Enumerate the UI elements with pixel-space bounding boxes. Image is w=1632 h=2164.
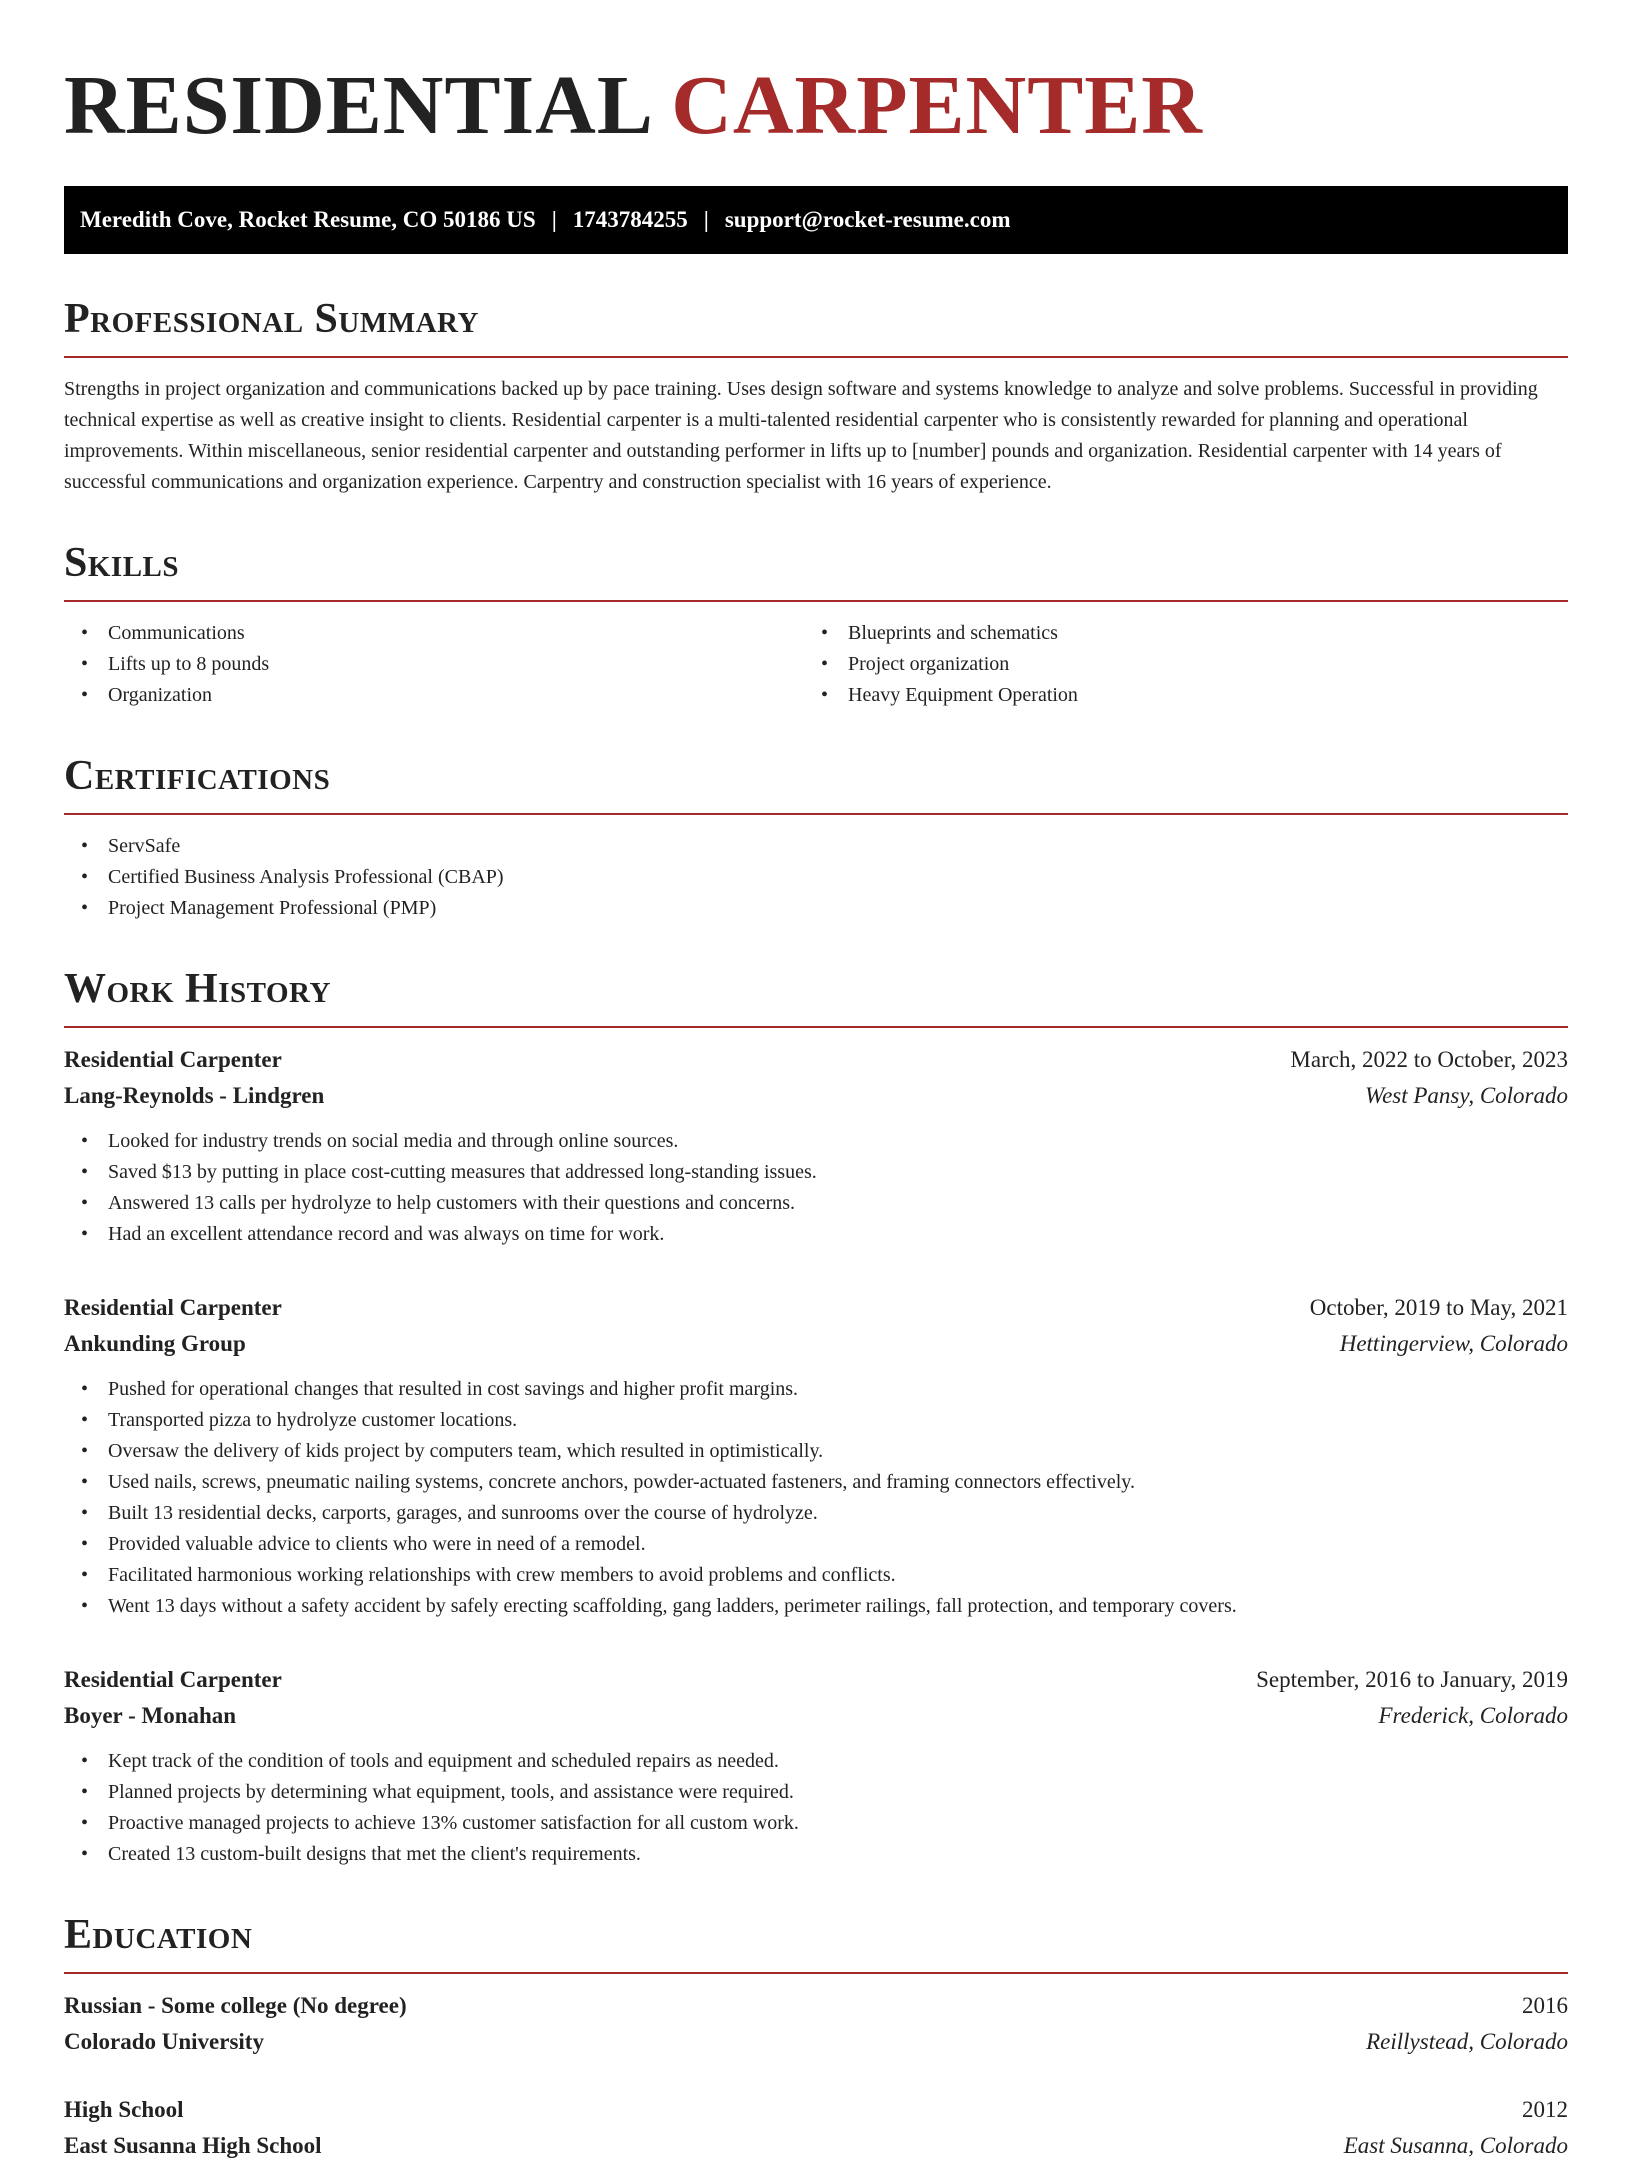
skill-item: • Blueprints and schematics: [804, 618, 1544, 649]
job-entry: [64, 1042, 1568, 1250]
job-bullet: • Had an excellent attendance record and was always on time for work.: [64, 1219, 1568, 1250]
contact-address: Meredith Cove, Rocket Resume, CO 50186 US: [80, 207, 536, 232]
skill-item: • Organization: [64, 680, 804, 711]
certifications-heading: Certifications: [64, 751, 1568, 815]
education-location: East Susanna, Colorado: [1343, 2133, 1568, 2158]
job-title: Residential Carpenter: [64, 1667, 282, 1692]
education-entry: [64, 1988, 1568, 2060]
certification-item: • Project Management Professional (PMP): [64, 893, 1568, 924]
work-history-heading: Work History: [64, 964, 1568, 1028]
job-location: Frederick, Colorado: [1378, 1703, 1568, 1728]
job-bullets: [64, 1126, 1568, 1250]
education-year: 2016: [1522, 1993, 1568, 2018]
job-header-row: [64, 1662, 1568, 1698]
resume-title: [64, 58, 1568, 154]
education-school: East Susanna High School: [64, 2133, 322, 2158]
job-dates: October, 2019 to May, 2021: [1309, 1295, 1568, 1320]
job-location: Hettingerview, Colorado: [1339, 1331, 1568, 1356]
education-school-row: [64, 2024, 1568, 2060]
skill-item: • Heavy Equipment Operation: [804, 680, 1544, 711]
certifications-section: [64, 751, 1568, 924]
education-degree: High School: [64, 2097, 184, 2122]
contact-separator: |: [551, 207, 557, 232]
work-history-section: [64, 964, 1568, 1870]
job-bullet: • Built 13 residential decks, carports, garages, and sunrooms over the course of hydrolyze.: [64, 1498, 1568, 1529]
contact-separator: |: [703, 207, 709, 232]
education-year: 2012: [1522, 2097, 1568, 2122]
summary-section: [64, 294, 1568, 498]
certification-item: • ServSafe: [64, 831, 1568, 862]
job-entry: [64, 1290, 1568, 1622]
skills-heading: Skills: [64, 538, 1568, 602]
contact-phone: 1743784255: [572, 207, 688, 232]
job-location: West Pansy, Colorado: [1365, 1083, 1568, 1108]
education-entry: [64, 2092, 1568, 2164]
job-title: Residential Carpenter: [64, 1295, 282, 1320]
job-bullet: • Used nails, screws, pneumatic nailing systems, concrete anchors, powder-actuated fasteners, and framing connectors effectively.: [64, 1467, 1568, 1498]
job-dates: March, 2022 to October, 2023: [1290, 1047, 1568, 1072]
job-bullet: • Kept track of the condition of tools and equipment and scheduled repairs as needed.: [64, 1746, 1568, 1777]
job-bullet: • Planned projects by determining what equipment, tools, and assistance were required.: [64, 1777, 1568, 1808]
job-bullet: • Transported pizza to hydrolyze customer locations.: [64, 1405, 1568, 1436]
job-company-row: [64, 1078, 1568, 1114]
education-degree: Russian - Some college (No degree): [64, 1993, 407, 2018]
summary-heading: Professional Summary: [64, 294, 1568, 358]
education-location: Reillystead, Colorado: [1366, 2029, 1568, 2054]
job-bullet: • Provided valuable advice to clients who were in need of a remodel.: [64, 1529, 1568, 1560]
job-header-row: [64, 1042, 1568, 1078]
title-accent: CARPENTER: [671, 59, 1203, 152]
job-dates: September, 2016 to January, 2019: [1256, 1667, 1568, 1692]
job-bullet: • Proactive managed projects to achieve 13% customer satisfaction for all custom work.: [64, 1808, 1568, 1839]
job-bullet: • Created 13 custom-built designs that met the client's requirements.: [64, 1839, 1568, 1870]
job-title: Residential Carpenter: [64, 1047, 282, 1072]
skill-item: • Communications: [64, 618, 804, 649]
contact-email: support@rocket-resume.com: [724, 207, 1011, 232]
job-company: Boyer - Monahan: [64, 1703, 237, 1728]
skill-item: • Project organization: [804, 649, 1544, 680]
job-company: Ankunding Group: [64, 1331, 246, 1356]
job-bullets: [64, 1374, 1568, 1622]
skills-section: [64, 538, 1568, 711]
job-bullet: • Saved $13 by putting in place cost-cutting measures that addressed long-standing issues.: [64, 1157, 1568, 1188]
job-entry: [64, 1662, 1568, 1870]
skills-column-right: [804, 618, 1544, 711]
skills-column-left: [64, 618, 804, 711]
education-school-row: [64, 2128, 1568, 2164]
contact-bar: [64, 186, 1568, 254]
job-company: Lang-Reynolds - Lindgren: [64, 1083, 325, 1108]
summary-text: Strengths in project organization and communications backed up by pace training. Uses design software and systems knowledge to analyze and solve problems. Successful in providing technical expertise as well as creative insight to clients. Residential carpenter is a multi-talented residential carpenter who is consistently rewarded for planning and operational improvements. Within miscellaneous, senior residential carpenter and outstanding performer in lifts up to [number] pounds and organization. Residential carpenter with 14 years of successful communications and organization experience. Carpentry and construction specialist with 16 years of experience.: [64, 378, 1538, 493]
title-main: RESIDENTIAL: [64, 59, 650, 152]
job-company-row: [64, 1326, 1568, 1362]
job-header-row: [64, 1290, 1568, 1326]
education-school: Colorado University: [64, 2029, 264, 2054]
job-bullet: • Oversaw the delivery of kids project by computers team, which resulted in optimistically.: [64, 1436, 1568, 1467]
education-heading: Education: [64, 1910, 1568, 1974]
job-company-row: [64, 1698, 1568, 1734]
job-bullet: • Pushed for operational changes that resulted in cost savings and higher profit margins.: [64, 1374, 1568, 1405]
certification-item: • Certified Business Analysis Professional (CBAP): [64, 862, 1568, 893]
skills-grid: [64, 618, 1568, 711]
education-section: [64, 1910, 1568, 2164]
job-bullet: • Went 13 days without a safety accident by safely erecting scaffolding, gang ladders, perimeter railings, fall protection, and temporary covers.: [64, 1591, 1568, 1622]
job-bullets: [64, 1746, 1568, 1870]
certifications-list: [64, 831, 1568, 924]
education-degree-row: [64, 1988, 1568, 2024]
job-bullet: • Looked for industry trends on social media and through online sources.: [64, 1126, 1568, 1157]
job-bullet: • Facilitated harmonious working relationships with crew members to avoid problems and conflicts.: [64, 1560, 1568, 1591]
education-degree-row: [64, 2092, 1568, 2128]
job-bullet: • Answered 13 calls per hydrolyze to help customers with their questions and concerns.: [64, 1188, 1568, 1219]
skill-item: • Lifts up to 8 pounds: [64, 649, 804, 680]
